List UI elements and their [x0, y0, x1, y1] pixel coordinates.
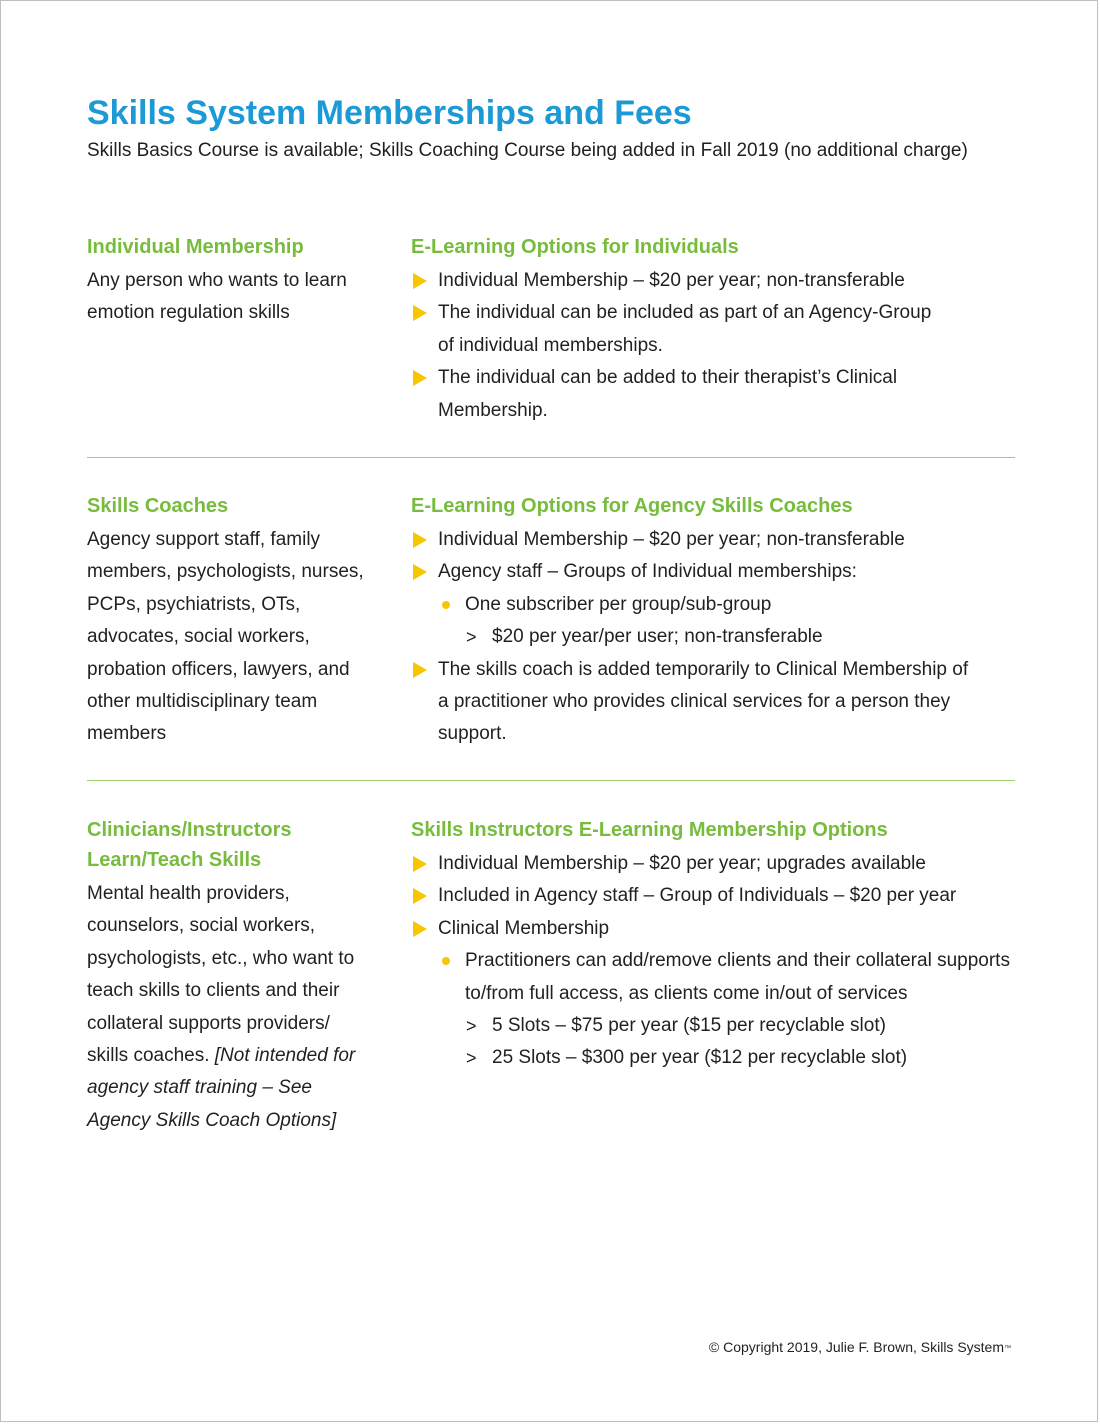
section-right-column [411, 491, 981, 751]
list-item: The individual can be added to their therapist’s Clinical Membership. [411, 362, 951, 427]
section-description: Agency support staff, family members, psychologists, nurses, PCPs, psychiatrists, OTs, advocates, social workers, probation officers, lawyers, and other multidisciplinary team members [87, 529, 364, 745]
description-text: Mental health providers, counselors, social workers, psychologists, etc., who want to teach skills to clients and their collateral supports providers/ skills coaches. [87, 883, 355, 1067]
options-list [411, 265, 951, 427]
triangle-bullet-icon [413, 856, 427, 872]
list-item: Practitioners can add/remove clients and their collateral supports to/from full access, as clients come in/out of services [411, 945, 1021, 1010]
page-title: Skills System Memberships and Fees [87, 94, 692, 132]
section-right-column [411, 232, 951, 427]
triangle-bullet-icon [413, 888, 427, 904]
triangle-bullet-icon [413, 305, 427, 321]
section-description [87, 878, 357, 1137]
circle-bullet-icon [442, 601, 450, 609]
list-item: The skills coach is added temporarily to Clinical Membership of a practitioner who provides clinical services for a person they support. [411, 654, 981, 751]
list-item: Individual Membership – $20 per year; upgrades available [411, 848, 1021, 880]
list-item: Included in Agency staff – Group of Individuals – $20 per year [411, 880, 1021, 912]
section-heading-line-2: Learn/Teach Skills [87, 849, 262, 871]
page-subtitle: Skills Basics Course is available; Skills Coaching Course being added in Fall 2019 (no additional charge) [87, 140, 968, 161]
options-list [411, 524, 981, 751]
trademark-symbol: ™ [1004, 1345, 1011, 1352]
copyright-text: © Copyright 2019, Julie F. Brown, Skills System [708, 1339, 1004, 1355]
section-divider [87, 457, 1015, 458]
circle-bullet-icon [442, 957, 450, 965]
list-item: > $20 per year/per user; non-transferable [411, 621, 981, 653]
options-heading: E-Learning Options for Agency Skills Coaches [411, 495, 853, 517]
options-heading: E-Learning Options for Individuals [411, 236, 739, 258]
section-left-column [87, 232, 367, 330]
triangle-bullet-icon [413, 370, 427, 386]
list-item: > 5 Slots – $75 per year ($15 per recyclable slot) [411, 1010, 1021, 1042]
section-heading: Individual Membership [87, 236, 304, 258]
list-item: One subscriber per group/sub-group [411, 589, 981, 621]
chevron-right-icon: > [466, 1048, 477, 1069]
section-description: Any person who wants to learn emotion regulation skills [87, 270, 347, 324]
options-list [411, 848, 1021, 1075]
chevron-right-icon: > [466, 627, 477, 648]
list-item: Agency staff – Groups of Individual memberships: [411, 556, 981, 588]
copyright-footer [709, 1337, 1011, 1357]
list-item: The individual can be included as part of an Agency-Group of individual memberships. [411, 297, 951, 362]
triangle-bullet-icon [413, 662, 427, 678]
triangle-bullet-icon [413, 921, 427, 937]
triangle-bullet-icon [413, 273, 427, 289]
section-heading-line-1: Clinicians/Instructors [87, 819, 292, 841]
section-left-column [87, 815, 357, 1137]
triangle-bullet-icon [413, 564, 427, 580]
list-item: Individual Membership – $20 per year; non-transferable [411, 265, 951, 297]
section-left-column [87, 491, 372, 751]
list-item: Clinical Membership [411, 913, 1021, 945]
list-item: Individual Membership – $20 per year; non-transferable [411, 524, 981, 556]
triangle-bullet-icon [413, 532, 427, 548]
section-right-column [411, 815, 1021, 1075]
options-heading: Skills Instructors E-Learning Membership Options [411, 819, 888, 841]
chevron-right-icon: > [466, 1016, 477, 1037]
description-note: [Not intended for agency staff training – See Agency Skills Coach Options] [87, 1045, 356, 1131]
list-item: > 25 Slots – $300 per year ($12 per recyclable slot) [411, 1042, 1021, 1074]
section-divider [87, 780, 1015, 781]
section-heading: Skills Coaches [87, 495, 229, 517]
